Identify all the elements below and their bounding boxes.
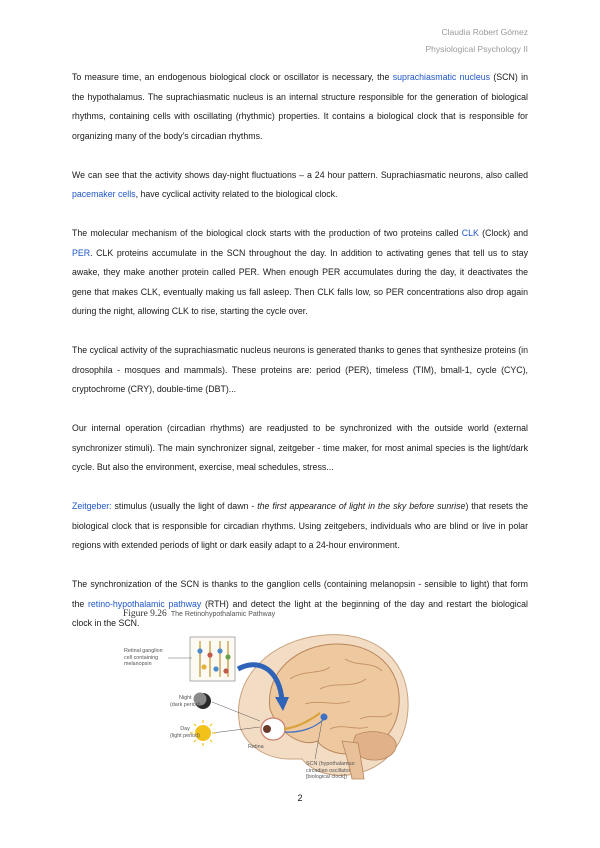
figure-number: Figure 9.26	[123, 609, 167, 619]
term-zeitgeber: Zeitgeber:	[72, 501, 112, 511]
term-suprachiasmatic-nucleus: suprachiasmatic nucleus	[392, 72, 490, 82]
figure-caption	[123, 609, 275, 619]
paragraph-molecular-mechanism: The molecular mechanism of the biological clock starts with the production of two proteins called CLK (Clock) and PER. CLK proteins accumulate in the SCN throughout the day. In addition to activating genes that tell us to stay awake, they make another protein called PER. When enough PER accumulates during the day, it deactivates the gene that makes CLK, eventually making us fall asleep. Then CLK falls low, so PER concentrations also drop again during the night, allowing CLK to rise, starting the cycle over.	[72, 228, 528, 316]
label-night: Night (dark period)	[170, 695, 201, 708]
paragraph-scn: To measure time, an endogenous biological clock or oscillator is necessary, the suprachiasmatic nucleus (SCN) in the hypothalamus. The suprachiasmatic nucleus is an internal structure responsible for the generation of biological rhythms, containing cells with oscillating (rhythmic) properties. It contains a biological clock that is responsible for organizing many of the body's circadian rhythms.	[72, 72, 528, 141]
label-day: Day (light period)	[170, 726, 200, 739]
page-number: 2	[297, 793, 303, 803]
term-retino-hypothalamic-pathway: retino-hypothalamic pathway	[87, 598, 202, 609]
term-pacemaker-cells: pacemaker cells	[72, 189, 136, 199]
author-name: Claudia Robert Gómez	[441, 27, 528, 37]
label-retina: Retina	[248, 744, 264, 750]
course-name: Physiological Psychology II	[425, 44, 528, 54]
label-scn: SCN (hypothalamus: circadian oscillator [biological clock])	[306, 761, 356, 781]
pupil-icon	[263, 725, 271, 733]
page-header	[425, 24, 528, 58]
scn-marker	[321, 714, 328, 721]
label-ganglion-cell: Retinal ganglion cell containing melanopsin	[124, 648, 163, 668]
paragraph-pacemaker: We can see that the activity shows day-night fluctuations – a 24 hour pattern. Suprachiasmatic neurons, also called pacemaker cells, have cyclical activity related to the biological clock.	[72, 169, 528, 199]
paragraph-synchronization: Our internal operation (circadian rhythms) are readjusted to be synchronized with the outside world (external synchronizer stimuli). The main synchronizer signal, zeitgeber - time maker, for most animal species is the light/dark cycle. But also the environment, exercise, meal schedules, stress...	[72, 423, 528, 472]
figure-illustration	[120, 609, 420, 784]
term-clk: CLK	[461, 228, 479, 238]
term-per: PER	[72, 247, 91, 258]
retinohypothalamic-figure	[120, 609, 420, 784]
paragraph-zeitgeber: Zeitgeber: stimulus (usually the light of dawn - the first appearance of light in the sky before sunrise) that resets the biological clock that is responsible for circadian rhythms. Using zeitgebers, individuals who are blind or live in polar regions with extended periods of light or dark easily adapt to a 24-hour environment.	[72, 501, 528, 550]
paragraph-rth: The synchronization of the SCN is thanks to the ganglion cells (containing melanopsin - sensible to light) that form the retino-hypothalamic pathway (RTH) and detect the light at the beginning of the day and restart the biological clock in the SCN.	[72, 579, 528, 628]
figure-title: The Retinohypothalamic Pathway	[170, 611, 276, 618]
document-body	[72, 68, 528, 634]
paragraph-genes: The cyclical activity of the suprachiasmatic nucleus neurons is generated thanks to genes that synthesize proteins (in drosophila - mosques and mammals). These proteins are: period (PER), timeless (TIM), bmall-1, cycle (CYC), cryptochrome (CRY), double-time (DBT)...	[72, 345, 528, 394]
